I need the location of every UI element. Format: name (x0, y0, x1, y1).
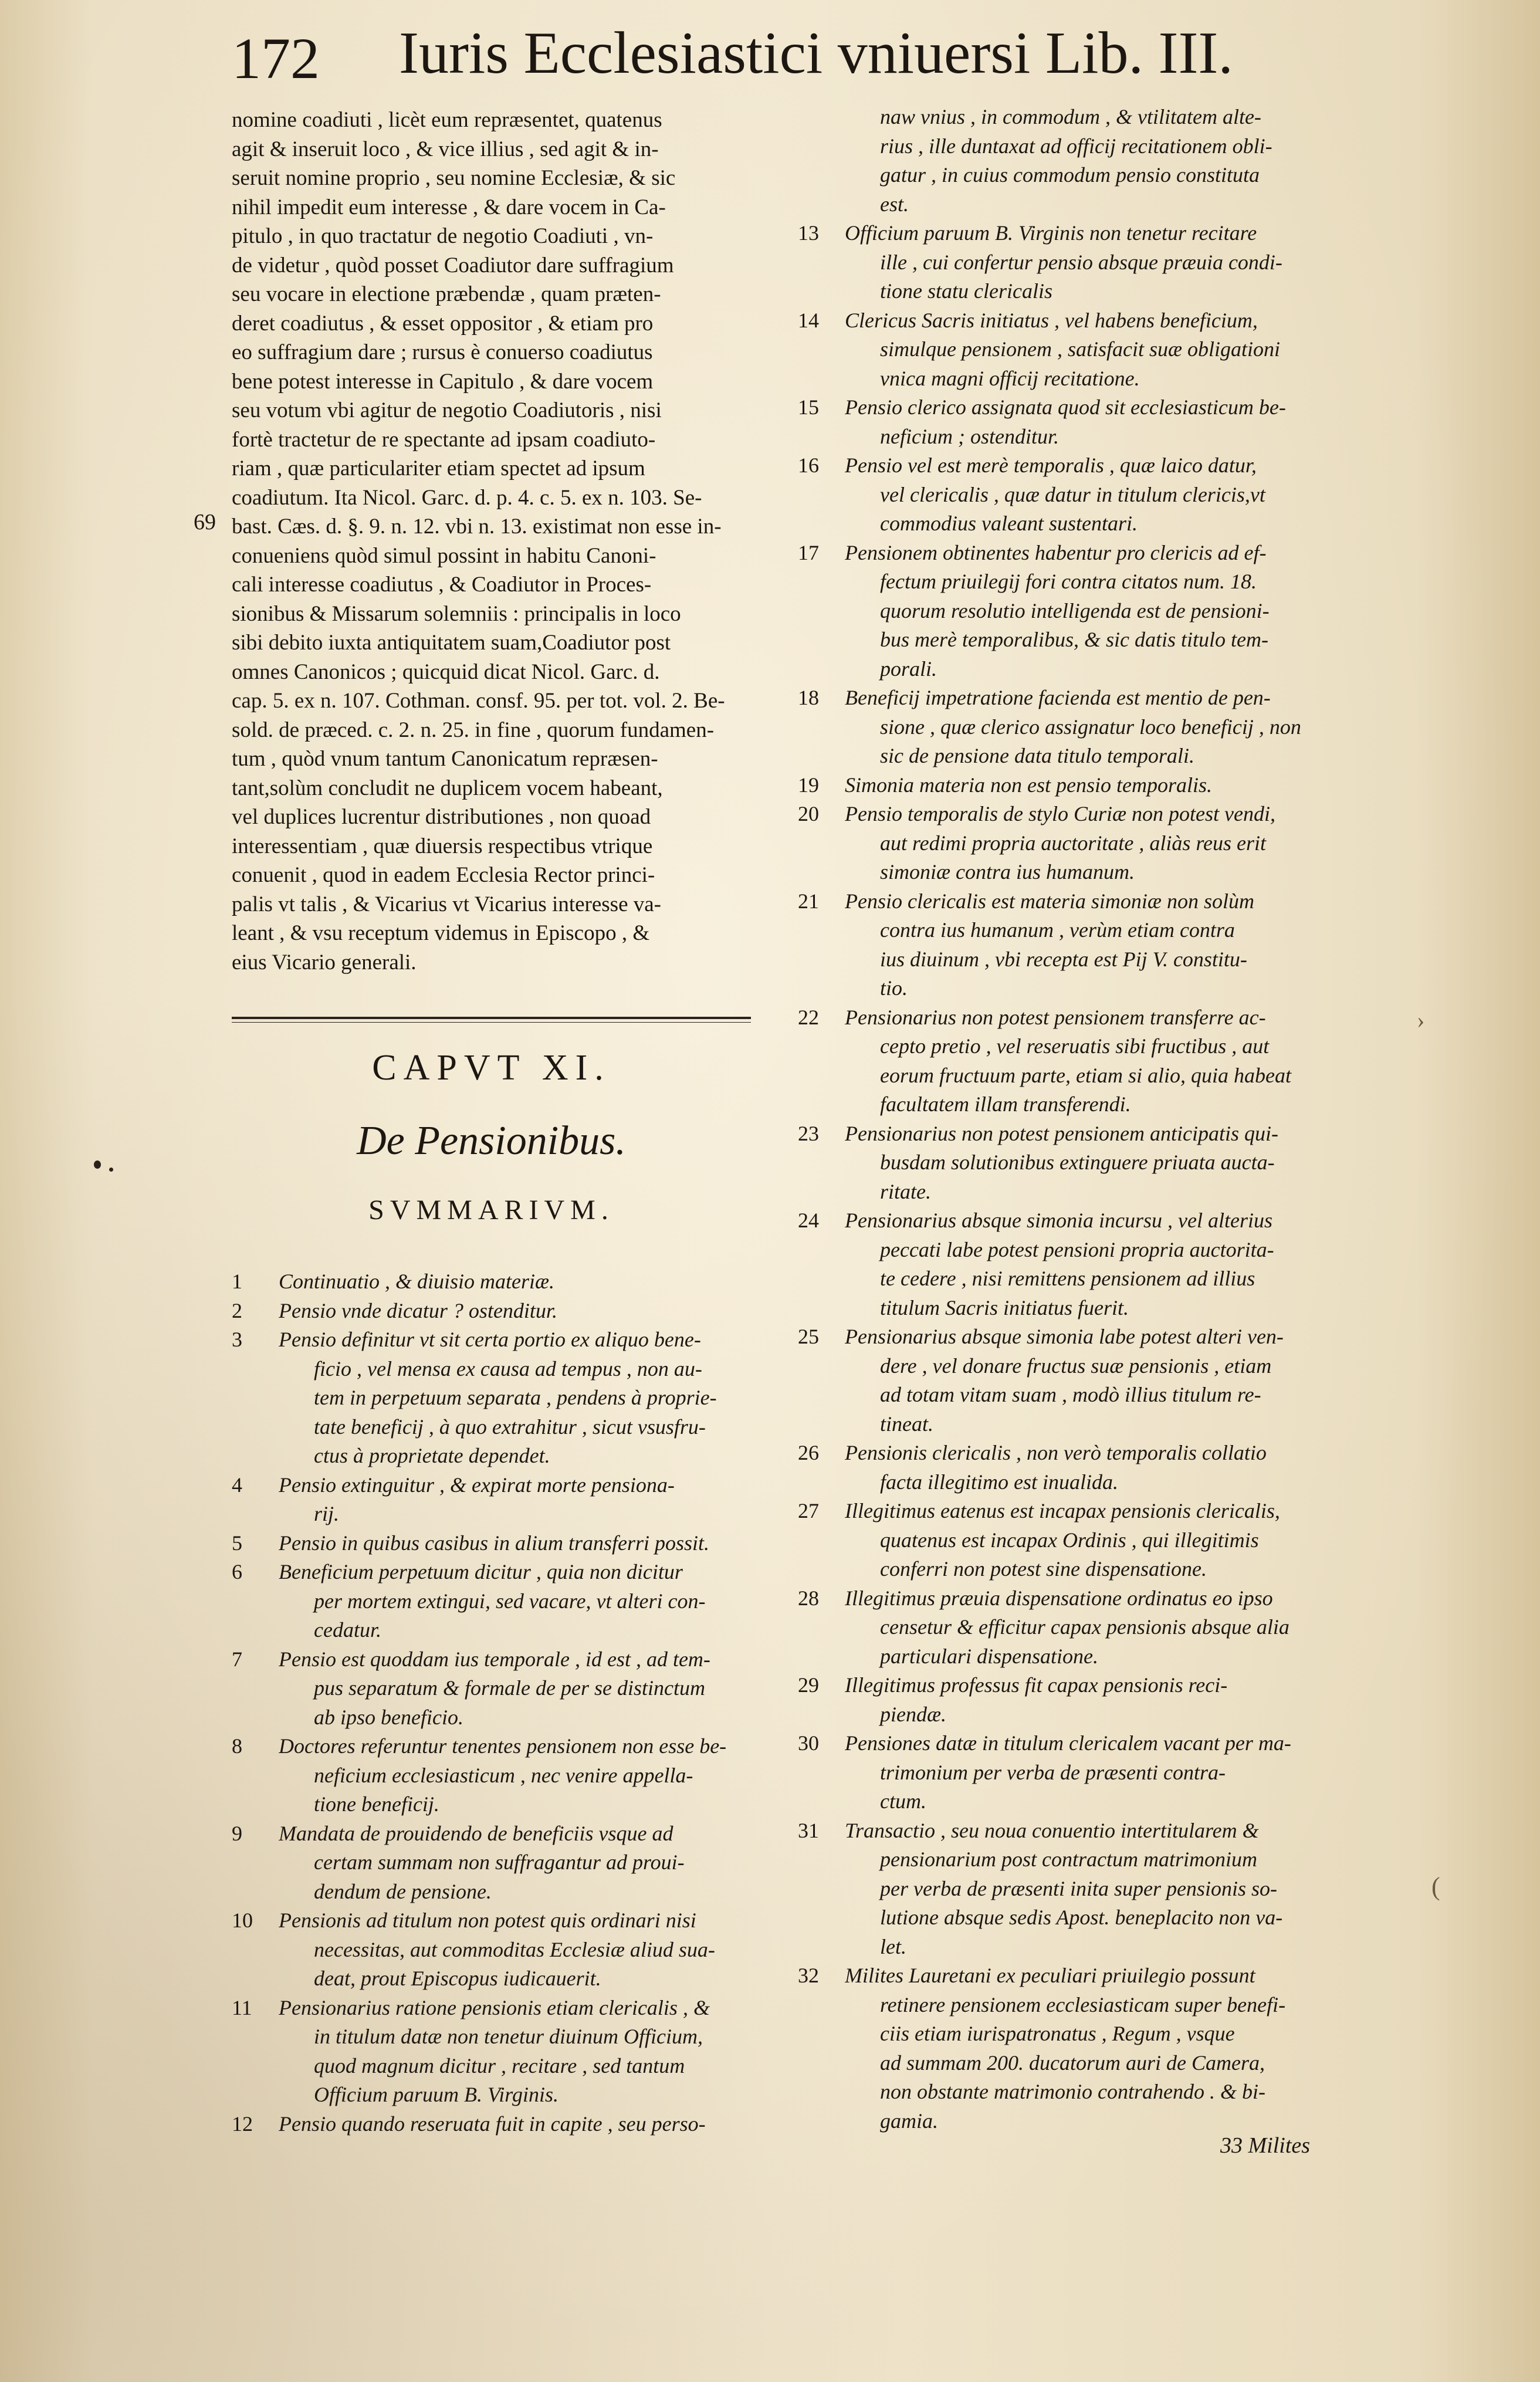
margin-mark: ( (1431, 1872, 1440, 1901)
summary-entry (798, 1206, 1338, 1322)
body-text-line: palis vt talis , & Vicarius vt Vicarius interesse va- (232, 892, 661, 916)
entry-text-line: porali. (880, 657, 937, 681)
entry-text-line: sic de pensione data titulo temporali. (880, 744, 1194, 767)
entry-text-line: busdam solutionibus extinguere priuata aucta- (880, 1151, 1275, 1174)
entry-text-line: vnica magni officij recitatione. (880, 366, 1140, 390)
summary-entry (798, 887, 1338, 1003)
entry-text-line: Illegitimus eatenus est incapax pensionis clericalis, (845, 1499, 1280, 1522)
entry-number: 8 (232, 1734, 242, 1758)
entry-number: 27 (798, 1499, 819, 1522)
entry-text-line: let. (880, 1934, 906, 1958)
entry-continuation-line: naw vnius , in commodum , & vtilitatem alte- (880, 105, 1261, 128)
entry-number: 10 (232, 1909, 253, 1932)
entry-number: 11 (232, 1995, 252, 2019)
summary-entry (798, 771, 1338, 800)
summary-entry (232, 1994, 774, 2110)
summary-entry (798, 1816, 1338, 1962)
body-text-line: sold. de præced. c. 2. n. 25. in fine , quorum fundamen- (232, 718, 715, 742)
body-text-line: nomine coadiuti , licèt eum repræsentet, quatenus (232, 108, 662, 132)
entry-text-line: Pensiones datæ in titulum clericalem vacant per ma- (845, 1731, 1291, 1755)
entry-text-line: simoniæ contra ius humanum. (880, 860, 1135, 884)
entry-text-line: Simonia materia non est pensio temporalis. (845, 773, 1212, 797)
entry-text-line: tione statu clericalis (880, 279, 1052, 303)
section-rule (232, 1017, 751, 1019)
summary-entry (798, 219, 1338, 306)
entry-text-line: Mandata de prouidendo de beneficiis vsque ad (279, 1821, 673, 1845)
summary-entry (798, 1497, 1338, 1584)
entry-text-line: dendum de pensione. (314, 1879, 492, 1903)
entry-text-line: ad totam vitam suam , modò illius titulum re- (880, 1383, 1261, 1406)
body-text-line: bene potest interesse in Capitulo , & dare vocem (232, 369, 654, 394)
entry-number: 1 (232, 1270, 242, 1293)
body-text-line: seu votum vbi agitur de negotio Coadiutoris , nisi (232, 398, 662, 422)
summary-list-right (798, 103, 1338, 2136)
body-text-line: eo suffragium dare ; rursus è conuerso coadiutus (232, 340, 653, 364)
summary-entry (798, 1322, 1338, 1439)
entry-number: 31 (798, 1818, 819, 1842)
entry-text-line: Pensio quando reseruata fuit in capite , seu perso- (279, 2112, 706, 2136)
entry-text-line: Transactio , seu noua conuentio intertitularem & (845, 1818, 1259, 1842)
entry-text-line: ciis etiam iurispatronatus , Regum , vsque (880, 2022, 1235, 2045)
entry-text-line: cepto pretio , vel reseruatis sibi fructibus , aut (880, 1034, 1270, 1058)
entry-text-line: Illegitimus professus fit capax pensionis reci- (845, 1673, 1228, 1697)
entry-text-line: censetur & efficitur capax pensionis absque alia (880, 1615, 1289, 1639)
entry-text-line: Beneficium perpetuum dicitur , quia non dicitur (279, 1560, 683, 1584)
body-text-line: fortè tractetur de re spectante ad ipsam coadiuto- (232, 427, 656, 452)
entry-text-line: certam summam non suffragantur ad proui- (314, 1850, 685, 1874)
entry-text-line: Pensio clerico assignata quod sit ecclesiasticum be- (845, 395, 1286, 419)
entry-number: 14 (798, 308, 819, 332)
summary-entry (232, 2110, 774, 2139)
entry-text-line: ficio , vel mensa ex causa ad tempus , non au- (314, 1356, 702, 1381)
entry-text-line: pus separatum & formale de per se distinctum (314, 1676, 705, 1700)
entry-number: 24 (798, 1209, 819, 1232)
summary-entry (798, 1119, 1338, 1207)
entry-text-line: tem in perpetuum separata , pendens à proprie- (314, 1386, 717, 1409)
entry-number: 12 (232, 2112, 253, 2136)
summary-entry (232, 1645, 774, 1733)
body-text-line: sionibus & Missarum solemniis : principalis in loco (232, 601, 681, 626)
entry-number: 18 (798, 686, 819, 709)
entry-text-line: piendæ. (880, 1702, 946, 1726)
entry-number: 19 (798, 773, 819, 797)
entry-text-line: in titulum datæ non tenetur diuinum Officium, (314, 2025, 703, 2048)
body-text-line: eius Vicario generali. (232, 950, 417, 975)
entry-text-line: Pensio est quoddam ius temporale , id est , ad tem- (279, 1647, 710, 1671)
entry-text-line: tate beneficij , à quo extrahitur , sicut vsusfru- (314, 1415, 706, 1439)
entry-text-line: facultatem illam transferendi. (880, 1092, 1131, 1116)
body-text-line: agit & inseruit loco , & vice illius , sed agit & in- (232, 137, 659, 161)
entry-text-line: Officium paruum B. Virginis. (314, 2083, 559, 2106)
entry-number: 32 (798, 1964, 819, 1987)
entry-text-line: quod magnum dicitur , recitare , sed tantum (314, 2053, 685, 2078)
body-text-line: seu vocare in electione præbendæ , quam præten- (232, 282, 661, 306)
entry-text-line: quatenus est incapax Ordinis , qui illegitimis (880, 1528, 1259, 1552)
summary-heading: SVMMARIVM. (368, 1195, 614, 1226)
body-text-line: tum , quòd vnum tantum Canonicatum repræsen- (232, 747, 658, 771)
body-text-line: de videtur , quòd posset Coadiutor dare suffragium (232, 253, 674, 278)
running-title: Iuris Ecclesiastici vniuersi Lib. III. (399, 20, 1233, 86)
summary-entry (232, 1732, 774, 1819)
entry-text-line: fectum priuilegij fori contra citatos num. 18. (880, 570, 1257, 593)
entry-text-line: per mortem extingui, sed vacare, vt alteri con- (314, 1589, 706, 1613)
body-text-line: leant , & vsu receptum videmus in Episcopo , & (232, 921, 650, 945)
summary-entry (798, 800, 1338, 887)
marginal-number: 69 (194, 510, 216, 534)
entry-text-line: retinere pensionem ecclesiasticam super benefi- (880, 1992, 1286, 2016)
entry-text-line: te cedere , nisi remittens pensionem ad illius (880, 1267, 1255, 1290)
ink-blot (109, 1168, 113, 1172)
entry-text-line: tione beneficij. (314, 1792, 439, 1816)
entry-continuation-line: est. (880, 192, 909, 216)
summary-entry (798, 539, 1338, 684)
entry-number: 25 (798, 1325, 819, 1348)
entry-text-line: rij. (314, 1502, 340, 1525)
entry-text-line: pensionarium post contractum matrimonium (880, 1848, 1257, 1871)
entry-text-line: Continuatio , & diuisio materiæ. (279, 1270, 555, 1293)
chapter-title: CAPVT XI. (372, 1048, 611, 1088)
summary-list-left (232, 1267, 774, 2139)
entry-number: 5 (232, 1531, 242, 1555)
entry-text-line: neficium ecclesiasticum , nec venire appella- (314, 1763, 693, 1787)
entry-text-line: Officium paruum B. Virginis non tenetur recitare (845, 221, 1257, 245)
body-text-line: conuenit , quod in eadem Ecclesia Rector princi- (232, 863, 655, 887)
summary-entry (798, 1729, 1338, 1816)
body-text-line: vel duplices lucrentur distributiones , non quoad (232, 805, 651, 829)
entry-number: 20 (798, 802, 819, 825)
entry-text-line: Beneficij impetratione facienda est mentio de pen- (845, 686, 1271, 709)
entry-text-line: tineat. (880, 1412, 933, 1436)
body-text-line: nihil impedit eum interesse , & dare vocem in Ca- (232, 195, 666, 219)
entry-number: 6 (232, 1560, 242, 1584)
section-rule-thin (232, 1022, 751, 1023)
entry-text-line: necessitas, aut commoditas Ecclesiæ aliud sua- (314, 1937, 715, 1961)
entry-text-line: Pensio definitur vt sit certa portio ex aliquo bene- (279, 1328, 701, 1351)
entry-text-line: ritate. (880, 1179, 931, 1203)
summary-entry (232, 1297, 774, 1326)
entry-text-line: Pensionarius ratione pensionis etiam clericalis , & (279, 1995, 710, 2019)
left-column-text (232, 106, 769, 977)
body-text-line: pitulo , in quo tractatur de negotio Coadiuti , vn- (232, 224, 654, 248)
summary-entry (798, 684, 1338, 771)
body-text-line: riam , quæ particulariter etiam spectet ad ipsum (232, 456, 645, 481)
entry-text-line: Pensionis clericalis , non verò temporalis collatio (845, 1441, 1267, 1464)
entry-text-line: Illegitimus præuia dispensatione ordinatus eo ipso (845, 1586, 1273, 1610)
entry-text-line: tio. (880, 976, 908, 1000)
catchword: 33 Milites (1220, 2133, 1311, 2158)
summary-entry (798, 1439, 1338, 1497)
entry-text-line: ctum. (880, 1789, 926, 1813)
body-text-line: cali interesse coadiutus , & Coadiutor in Proces- (232, 573, 652, 597)
entry-text-line: ille , cui confertur pensio absque præuia condi- (880, 250, 1282, 274)
entry-text-line: Milites Lauretani ex peculiari priuilegio possunt (845, 1964, 1255, 1987)
entry-text-line: Clericus Sacris initiatus , vel habens beneficium, (845, 308, 1258, 332)
entry-text-line: dere , vel donare fructus suæ pensionis , etiam (880, 1354, 1272, 1378)
body-text-line: sibi debito iuxta antiquitatem suam,Coadiutor post (232, 631, 671, 655)
summary-entry (798, 1003, 1338, 1119)
entry-number: 30 (798, 1731, 819, 1755)
entry-text-line: non obstante matrimonio contrahendo . & bi- (880, 2080, 1265, 2103)
entry-text-line: per verba de præsenti inita super pensionis so- (880, 1876, 1277, 1900)
summary-entry (798, 393, 1338, 451)
summary-entry (232, 1906, 774, 1994)
entry-text-line: deat, prout Episcopus iudicauerit. (314, 1967, 601, 1990)
entry-text-line: eorum fructuum parte, etiam si alio, quia habeat (880, 1063, 1291, 1087)
entry-number: 13 (798, 221, 819, 245)
entry-text-line: quorum resolutio intelligenda est de pensioni- (880, 598, 1270, 622)
summary-entry (232, 1819, 774, 1907)
entry-number: 16 (798, 454, 819, 477)
entry-text-line: Pensio clericalis est materia simoniæ non solùm (845, 889, 1254, 913)
entry-continuation-line: gatur , in cuius commodum pensio constituta (880, 163, 1260, 187)
entry-text-line: facta illegitimo est inualida. (880, 1470, 1118, 1494)
entry-text-line: sione , quæ clerico assignatur loco beneficij , non (880, 715, 1301, 739)
entry-text-line: commodius valeant sustentari. (880, 512, 1138, 535)
entry-text-line: Pensio temporalis de stylo Curiæ non potest vendi, (845, 802, 1275, 825)
entry-text-line: Pensionis ad titulum non potest quis ordinari nisi (279, 1909, 696, 1932)
summary-entry (798, 451, 1338, 539)
entry-text-line: cedatur. (314, 1618, 381, 1642)
entry-text-line: Pensio vnde dicatur ? ostenditur. (279, 1298, 557, 1322)
entry-text-line: Pensionarius absque simonia incursu , vel alterius (845, 1209, 1272, 1232)
summary-entry (232, 1529, 774, 1558)
entry-text-line: Pensionem obtinentes habentur pro clericis ad ef- (845, 540, 1267, 564)
summary-entry (232, 1558, 774, 1645)
body-text-line: interessentiam , quæ diuersis respectibus vtrique (232, 834, 653, 858)
entry-text-line: Doctores referuntur tenentes pensionem non esse be- (279, 1734, 727, 1758)
body-text-line: omnes Canonicos ; quicquid dicat Nicol. Garc. d. (232, 659, 660, 684)
summary-entry (798, 1671, 1338, 1729)
entry-number: 17 (798, 540, 819, 564)
entry-text-line: ctus à proprietate dependet. (314, 1444, 550, 1467)
summary-entry (798, 306, 1338, 394)
body-text-line: bast. Cæs. d. §. 9. n. 12. vbi n. 13. existimat non esse in- (232, 515, 722, 539)
entry-text-line: neficium ; ostenditur. (880, 424, 1059, 448)
entry-text-line: ab ipso beneficio. (314, 1705, 463, 1729)
entry-number: 23 (798, 1121, 819, 1145)
entry-number: 22 (798, 1005, 819, 1029)
entry-number: 28 (798, 1586, 819, 1610)
body-text-line: tant,solùm concludit ne duplicem vocem habeant, (232, 776, 663, 800)
summary-entry (232, 1325, 774, 1471)
margin-mark: › (1417, 1007, 1425, 1033)
entry-number: 4 (232, 1473, 242, 1497)
summary-entry (798, 1584, 1338, 1672)
entry-number: 7 (232, 1647, 242, 1671)
summary-entry (232, 1267, 774, 1297)
entry-number: 9 (232, 1821, 242, 1845)
body-text-line: coadiutum. Ita Nicol. Garc. d. p. 4. c. 5. ex n. 103. Se- (232, 485, 702, 510)
ink-blot (94, 1160, 101, 1169)
entry-text-line: conferri non potest sine dispensatione. (880, 1557, 1207, 1581)
entry-text-line: ad summam 200. ducatorum auri de Camera, (880, 2051, 1265, 2075)
body-text-line: conueniens quòd simul possint in habitu Canoni- (232, 543, 656, 568)
entry-number: 29 (798, 1673, 819, 1697)
summary-entry (232, 1471, 774, 1529)
entry-text-line: simulque pensionem , satisfacit suæ obligationi (880, 337, 1280, 361)
entry-continuation-line: rius , ille duntaxat ad officij recitationem obli- (880, 134, 1272, 158)
entry-text-line: peccati labe potest pensioni propria auctorita- (880, 1237, 1274, 1261)
entry-text-line: vel clericalis , quæ datur in titulum clericis,vt (880, 482, 1265, 506)
entry-text-line: Pensionarius non potest pensionem anticipatis qui- (845, 1121, 1278, 1145)
chapter-subtitle: De Pensionibus. (357, 1118, 626, 1163)
entry-text-line: aut redimi propria auctoritate , aliàs reus erit (880, 831, 1266, 855)
summary-entry (798, 1961, 1338, 2136)
entry-number: 26 (798, 1441, 819, 1464)
entry-text-line: trimonium per verba de præsenti contra- (880, 1760, 1226, 1784)
entry-text-line: Pensionarius absque simonia labe potest alteri ven- (845, 1325, 1284, 1348)
entry-text-line: Pensio extinguitur , & expirat morte pensiona- (279, 1473, 675, 1497)
entry-text-line: particulari dispensatione. (880, 1644, 1098, 1668)
body-text-line: seruit nomine proprio , seu nomine Ecclesiæ, & sic (232, 166, 676, 190)
entry-text-line: lutione absque sedis Apost. beneplacito non va- (880, 1906, 1283, 1929)
entry-text-line: contra ius humanum , verùm etiam contra (880, 918, 1235, 942)
entry-text-line: Pensio in quibus casibus in alium transferri possit. (279, 1531, 710, 1555)
entry-text-line: titulum Sacris initiatus fuerit. (880, 1295, 1129, 1319)
entry-text-line: bus merè temporalibus, & sic datis titulo tem- (880, 628, 1268, 651)
entry-number: 2 (232, 1298, 242, 1322)
body-text-line: deret coadiutus , & esset oppositor , & etiam pro (232, 311, 654, 336)
page-number: 172 (232, 26, 320, 91)
entry-text-line: gamia. (880, 2109, 938, 2133)
body-text-line: cap. 5. ex n. 107. Cothman. consf. 95. per tot. vol. 2. Be- (232, 689, 725, 713)
entry-number: 21 (798, 889, 819, 913)
entry-text-line: ius diuinum , vbi recepta est Pij V. constitu- (880, 947, 1247, 971)
entry-number: 15 (798, 395, 819, 419)
entry-text-line: Pensio vel est merè temporalis , quæ laico datur, (845, 454, 1257, 477)
entry-number: 3 (232, 1328, 242, 1351)
entry-text-line: Pensionarius non potest pensionem transferre ac- (845, 1005, 1266, 1029)
